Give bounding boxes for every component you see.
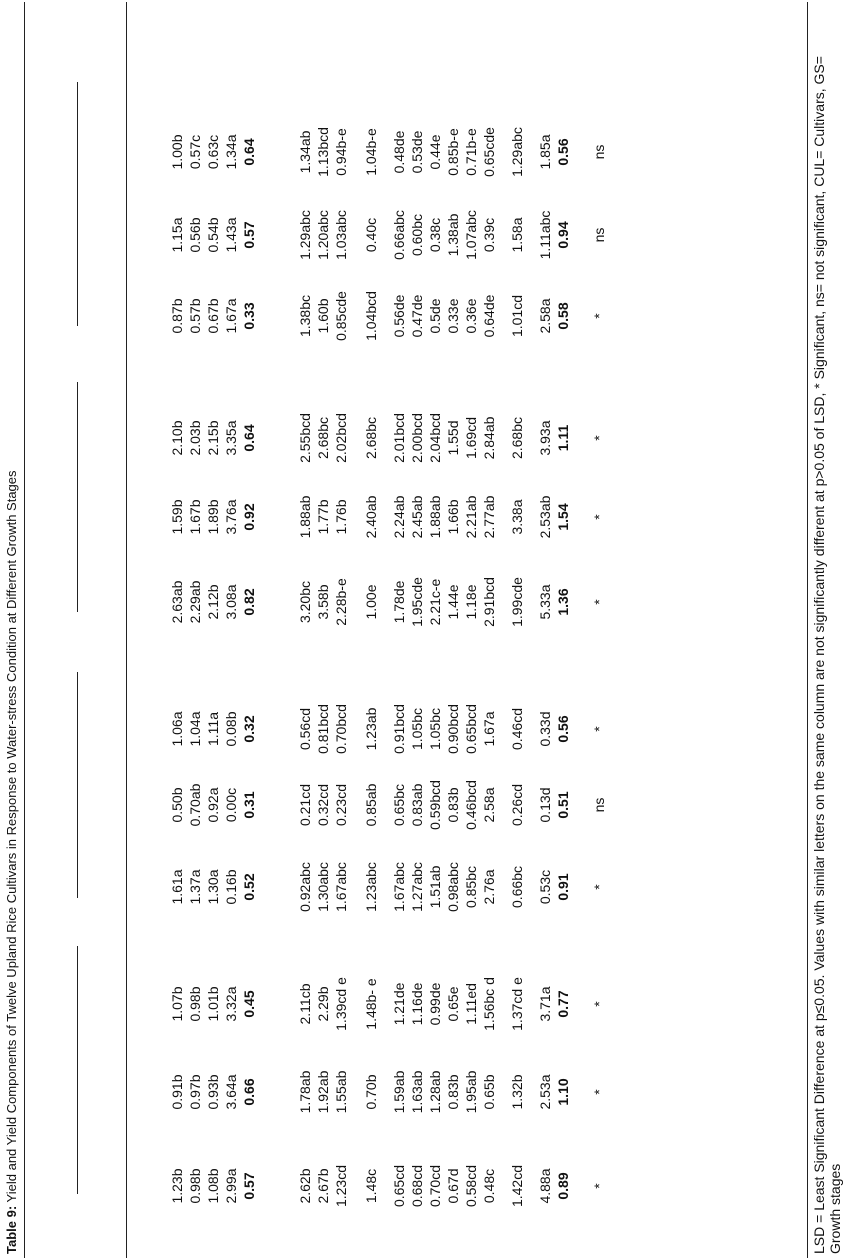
table-cell: 0.64de — [481, 294, 497, 338]
table-cell: 1.56bc d — [481, 977, 497, 1031]
table-footnote: LSD = Least Significant Difference at p≤0.05. Values with similar letters on the same column are not significantly different at p>0.05 of LSD, * Significant, ns= not significant, CUL= Cultivars, GS= Growth stages — [811, 56, 843, 1254]
table-cell: 1.43a — [223, 217, 239, 253]
table-cell: 0.81bcd — [315, 704, 331, 754]
table-cell: 0.64 — [241, 424, 257, 452]
table-cell: ns — [591, 797, 607, 813]
table-caption — [4, 470, 19, 1254]
table-cell: 0.91bcd — [391, 704, 407, 754]
table-cell: 3.76a — [223, 499, 239, 535]
top-rule — [24, 2, 25, 1258]
table-cell: 0.32 — [241, 715, 257, 743]
table-cell: 0.70b — [363, 1074, 379, 1110]
table-cell: 1.36 — [555, 588, 571, 616]
table-cell: ns — [591, 227, 607, 243]
table-cell: 0.50b — [169, 787, 185, 823]
table-cell: 1.54 — [555, 503, 571, 531]
table-cell: 3.32a — [223, 986, 239, 1022]
table-cell: 1.76b — [333, 499, 349, 535]
table-cell: 0.92a — [205, 787, 221, 823]
table-cell: 1.37a — [187, 869, 203, 905]
table-cell: 1.51ab — [427, 865, 443, 909]
table-cell: 1.55d — [445, 420, 461, 456]
table-cell: 2.68bc — [315, 416, 331, 460]
table-cell: 3.35a — [223, 420, 239, 456]
table-cell: 1.06a — [169, 711, 185, 747]
table-cell: 0.65bc — [391, 783, 407, 827]
table-cell: 3.20bc — [297, 580, 313, 624]
table-cell: 2.11cb — [297, 983, 313, 1025]
table-cell: 1.39cd e — [333, 977, 349, 1031]
table-cell: 1.11abc — [537, 210, 553, 260]
table-cell: 1.05bc — [409, 707, 425, 751]
table-cell: 0.36e — [463, 298, 479, 334]
table-cell: 2.21c-e — [427, 578, 443, 626]
table-cell: 2.68bc — [363, 416, 379, 460]
table-cell: 2.10b — [169, 420, 185, 456]
table-cell: 1.37cd e — [509, 977, 525, 1031]
table-cell: 0.65cde — [481, 127, 497, 177]
table-cell: 3.93a — [537, 420, 553, 456]
table-cell: 1.61a — [169, 869, 185, 905]
table-cell: 1.67abc — [391, 862, 407, 912]
table-cell: 0.32cd — [315, 783, 331, 827]
table-cell: 0.26cd — [509, 783, 525, 827]
table-cell: 0.85cde — [333, 291, 349, 341]
table-cell: 0.65cd — [391, 1164, 407, 1208]
table-cell: 1.44e — [445, 584, 461, 620]
table-cell: 1.85a — [537, 134, 553, 170]
table-cell: * — [591, 435, 607, 441]
table-cell: 0.94b-e — [333, 128, 349, 176]
table-cell: 0.13d — [537, 787, 553, 823]
table-cell: 2.63ab — [169, 580, 185, 624]
table-cell: 0.54b — [205, 217, 221, 253]
table-cell: 0.93b — [205, 1074, 221, 1110]
table-cell: * — [591, 313, 607, 319]
group-rule — [77, 946, 78, 1194]
table-cell: 1.63ab — [409, 1070, 425, 1114]
table-cell: 2.77ab — [481, 495, 497, 539]
table-cell: 2.62b — [297, 1168, 313, 1204]
table-cell: 3.71a — [537, 986, 553, 1022]
header-bottom-rule — [126, 2, 127, 1258]
table-cell: 0.67b — [205, 298, 221, 334]
group-rule — [77, 82, 78, 326]
table-cell: 1.77b — [315, 499, 331, 535]
table-cell: 0.85b-e — [445, 128, 461, 176]
table-cell: 0.45 — [241, 990, 257, 1018]
table-cell: 0.56 — [555, 138, 571, 166]
table-cell: 1.67abc — [333, 862, 349, 912]
table-cell: 1.30a — [205, 869, 221, 905]
table-cell: 1.04bcd — [363, 291, 379, 341]
table-cell: 1.42cd — [509, 1164, 525, 1208]
table-cell: 1.07abc — [463, 210, 479, 260]
table-cell: 5.33a — [537, 584, 553, 620]
caption-text: Yield and Yield Components of Twelve Upland Rice Cultivars in Response to Water-stress Condition at Different Growth Stages — [4, 470, 19, 1206]
table-cell: 1.07b — [169, 986, 185, 1022]
table-cell: 0.58cd — [463, 1164, 479, 1208]
table-cell: 0.57c — [187, 134, 203, 170]
table-cell: 0.33d — [537, 711, 553, 747]
table-cell: 0.56cd — [297, 707, 313, 751]
table-cell: 0.67d — [445, 1168, 461, 1204]
table-cell: 0.92 — [241, 503, 257, 531]
table-cell: 1.03abc — [333, 210, 349, 260]
table-cell: 0.16b — [223, 869, 239, 905]
table-cell: 1.21de — [391, 982, 407, 1026]
table-cell: 1.66b — [445, 499, 461, 535]
table-cell: 2.01bcd — [391, 413, 407, 463]
table-cell: 0.83b — [445, 1074, 461, 1110]
table-cell: 1.00b — [169, 134, 185, 170]
table-cell: 0.65bcd — [463, 704, 479, 754]
table-cell: 0.65b — [481, 1074, 497, 1110]
table-cell: 1.99cde — [509, 577, 525, 627]
table-cell: 1.18e — [463, 584, 479, 620]
table-cell: 0.85ab — [363, 783, 379, 827]
table-cell: 2.58a — [537, 298, 553, 334]
table-cell: 1.32b — [509, 1074, 525, 1110]
table-cell: 2.21ab — [463, 495, 479, 539]
table-cell: 0.56b — [187, 217, 203, 253]
table-cell: 2.28b-e — [333, 578, 349, 626]
table-cell: 0.90bcd — [445, 704, 461, 754]
table-cell: 0.66 — [241, 1078, 257, 1106]
table-cell: * — [591, 884, 607, 890]
table-cell: 2.29ab — [187, 580, 203, 624]
table-cell: 3.08a — [223, 584, 239, 620]
table-cell: 2.55bcd — [297, 413, 313, 463]
table-cell: 0.46bcd — [463, 780, 479, 830]
table-cell: 2.84ab — [481, 416, 497, 460]
table-cell: 0.64 — [241, 138, 257, 166]
table-cell: 0.66abc — [391, 210, 407, 260]
table-cell: 1.67b — [187, 499, 203, 535]
table-cell: 2.67b — [315, 1168, 331, 1204]
table-cell: 0.91 — [555, 873, 571, 901]
table-cell: 0.59bcd — [427, 780, 443, 830]
table-cell: 0.65e — [445, 986, 461, 1022]
table-cell: 2.15b — [205, 420, 221, 456]
table-cell: 0.94 — [555, 221, 571, 249]
table-cell: 1.78ab — [297, 1070, 313, 1114]
table-cell: 0.71b-e — [463, 128, 479, 176]
table-cell: 1.04a — [187, 711, 203, 747]
table-cell: 2.00bcd — [409, 413, 425, 463]
table-cell: 0.38c — [427, 217, 443, 253]
table-cell: 0.39c — [481, 217, 497, 253]
table-cell: 0.77 — [555, 990, 571, 1018]
table-cell: 1.95ab — [463, 1070, 479, 1114]
table-cell: * — [591, 1001, 607, 1007]
table-cell: 1.29abc — [509, 127, 525, 177]
table-cell: 2.68bc — [509, 416, 525, 460]
table-cell: 3.64a — [223, 1074, 239, 1110]
table-cell: 0.31 — [241, 791, 257, 819]
table-cell: 0.85bc — [463, 865, 479, 909]
table-cell: 1.95cde — [409, 577, 425, 627]
table-cell: 1.23ab — [363, 707, 379, 751]
table-cell: 0.5de — [427, 298, 443, 334]
table-cell: 0.87b — [169, 298, 185, 334]
table-cell: 1.34a — [223, 134, 239, 170]
table-cell: 2.45ab — [409, 495, 425, 539]
table-cell: 2.02bcd — [333, 413, 349, 463]
table-cell: 0.47de — [409, 294, 425, 338]
table-cell: 0.83b — [445, 787, 461, 823]
table-cell: 0.23cd — [333, 783, 349, 827]
table-cell: 1.16de — [409, 982, 425, 1026]
group-rule — [77, 672, 78, 898]
table-cell: 0.98abc — [445, 862, 461, 912]
table-cell: 2.40ab — [363, 495, 379, 539]
table-cell: 2.99a — [223, 1168, 239, 1204]
table-cell: 1.23cd — [333, 1164, 349, 1208]
table-cell: 1.08b — [205, 1168, 221, 1204]
table-cell: 0.51 — [555, 791, 571, 819]
table-cell: * — [591, 726, 607, 732]
table-cell: 0.40c — [363, 217, 379, 253]
table-cell: 0.48de — [391, 130, 407, 174]
table-cell: 0.48c — [481, 1168, 497, 1204]
table-cell: 0.70ab — [187, 783, 203, 827]
table-cell: 0.92abc — [297, 862, 313, 912]
table-cell: 1.38bc — [297, 294, 313, 338]
table-cell: 1.10 — [555, 1078, 571, 1106]
table-cell: 2.12b — [205, 584, 221, 620]
table-cell: 3.38a — [509, 499, 525, 535]
table-cell: 0.33e — [445, 298, 461, 334]
table-cell: 1.27abc — [409, 862, 425, 912]
table-cell: 1.67a — [481, 711, 497, 747]
table-cell: 0.53c — [537, 869, 553, 905]
table-cell: 2.58a — [481, 787, 497, 823]
table-cell: * — [591, 599, 607, 605]
table-cell: 0.83ab — [409, 783, 425, 827]
table-cell: 0.97b — [187, 1074, 203, 1110]
table-cell: 2.03b — [187, 420, 203, 456]
table-cell: 0.66bc — [509, 865, 525, 909]
caption-label: Table 9: — [4, 1205, 19, 1254]
bottom-rule — [807, 2, 808, 1258]
table-cell: 1.88ab — [297, 495, 313, 539]
table-cell: 0.68cd — [409, 1164, 425, 1208]
table-cell: 0.70bcd — [333, 704, 349, 754]
table-cell: 0.21cd — [297, 783, 313, 827]
table-cell: 0.99de — [427, 982, 443, 1026]
table-cell: 1.15a — [169, 217, 185, 253]
table-cell: 0.33 — [241, 302, 257, 330]
table-cell: 0.98b — [187, 986, 203, 1022]
table-cell: 1.01b — [205, 986, 221, 1022]
table-cell: 1.23abc — [363, 862, 379, 912]
table-cell: 1.48b- e — [363, 978, 379, 1030]
table-cell: 0.53de — [409, 130, 425, 174]
table-cell: 1.20abc — [315, 210, 331, 260]
table-cell: 3.58b — [315, 584, 331, 620]
table-cell: 2.29b — [315, 986, 331, 1022]
table-cell: 2.53a — [537, 1074, 553, 1110]
table-cell: 0.63c — [205, 134, 221, 170]
table-cell: 1.59ab — [391, 1070, 407, 1114]
table-cell: 1.11ed — [463, 983, 479, 1025]
table-cell: 4.88a — [537, 1168, 553, 1204]
table-cell: 0.70cd — [427, 1164, 443, 1208]
table-cell: 1.59b — [169, 499, 185, 535]
table-cell: 1.28ab — [427, 1070, 443, 1114]
table-cell: 1.69cd — [463, 416, 479, 460]
table-cell: 0.98b — [187, 1168, 203, 1204]
table-cell: 0.91b — [169, 1074, 185, 1110]
table-cell: 1.67a — [223, 298, 239, 334]
table-cell: 0.08b — [223, 711, 239, 747]
table-cell: 0.57 — [241, 1172, 257, 1200]
table-cell: 1.38ab — [445, 213, 461, 257]
table-cell: 1.48c — [363, 1168, 379, 1204]
table-cell: 0.82 — [241, 588, 257, 616]
table-cell: 1.88ab — [427, 495, 443, 539]
table-cell: 0.58 — [555, 302, 571, 330]
table-cell: 1.34ab — [297, 130, 313, 174]
table-cell: ns — [591, 144, 607, 160]
table-cell: 1.29abc — [297, 210, 313, 260]
table-cell: 0.56de — [391, 294, 407, 338]
group-rule — [77, 382, 78, 612]
table-cell: 0.57b — [187, 298, 203, 334]
table-cell: 0.57 — [241, 221, 257, 249]
table-cell: 1.01cd — [509, 294, 525, 338]
table-cell: 1.30abc — [315, 862, 331, 912]
table-cell: 1.00e — [363, 584, 379, 620]
table-cell: 1.05bc — [427, 707, 443, 751]
table-cell: 0.60bc — [409, 213, 425, 257]
table-cell: 1.04b-e — [363, 128, 379, 176]
table-cell: 2.76a — [481, 869, 497, 905]
table-cell: 1.58a — [509, 217, 525, 253]
table-cell: 2.53ab — [537, 495, 553, 539]
table-cell: 1.89b — [205, 499, 221, 535]
table-cell: 1.78de — [391, 580, 407, 624]
table-cell: 0.89 — [555, 1172, 571, 1200]
table-cell: * — [591, 514, 607, 520]
table-cell: * — [591, 1183, 607, 1189]
table-cell: 1.11 — [555, 424, 571, 452]
table-cell: 2.91bcd — [481, 577, 497, 627]
table-cell: 1.23b — [169, 1168, 185, 1204]
table-cell: 1.55ab — [333, 1070, 349, 1114]
table-cell: 1.11a — [205, 712, 221, 746]
table-cell: 0.56 — [555, 715, 571, 743]
table-cell: 1.92ab — [315, 1070, 331, 1114]
table-cell: 0.00c — [223, 787, 239, 823]
table-cell: 0.46cd — [509, 707, 525, 751]
table-cell: 1.13bcd — [315, 127, 331, 177]
table-cell: 2.24ab — [391, 495, 407, 539]
table-cell: * — [591, 1089, 607, 1095]
table-cell: 0.44e — [427, 134, 443, 170]
table-cell: 1.60b — [315, 298, 331, 334]
table-cell: 0.52 — [241, 873, 257, 901]
table-cell: 2.04bcd — [427, 413, 443, 463]
